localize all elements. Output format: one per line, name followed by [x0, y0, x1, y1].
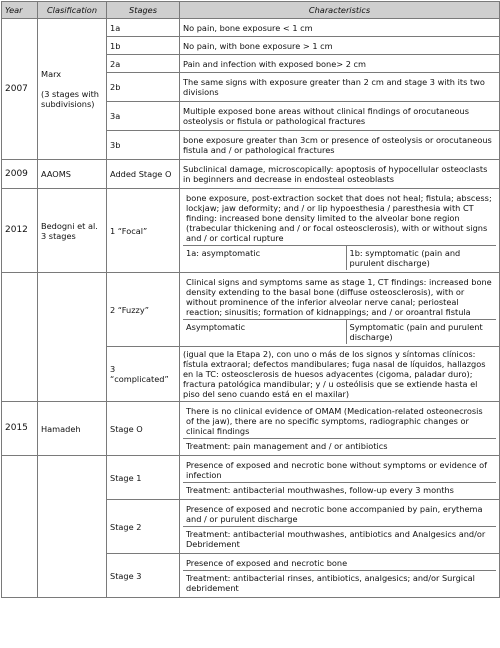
- header-classification: Clasification: [38, 2, 107, 19]
- characteristics-text: Presence of exposed and necrotic bone: [183, 556, 496, 571]
- classification-note: 3 stages: [41, 230, 76, 241]
- header-stages: Stages: [107, 2, 180, 19]
- stage-cell: Stage 2: [107, 500, 180, 554]
- classification-cell: Hamadeh: [38, 402, 107, 456]
- stage-cell: 1 “Focal”: [107, 189, 180, 273]
- sub-asymptomatic: 1a: asymptomatic: [183, 246, 346, 270]
- stage-cell: 1b: [107, 37, 180, 55]
- characteristics-cell: No pain, with bone exposure > 1 cm: [180, 37, 500, 55]
- stage-cell: 3a: [107, 102, 180, 131]
- classification-name: Bedogni et al.: [41, 220, 98, 231]
- table-row: [2, 189, 500, 273]
- stage-cell: 2 “Fuzzy”: [107, 273, 180, 347]
- stage-cell: Stage 3: [107, 554, 180, 598]
- stage-cell: Stage O: [107, 402, 180, 456]
- classification-table-container: [1, 1, 499, 647]
- treatment-text: Treatment: pain management and / or antibiotics: [186, 441, 388, 451]
- treatment-text: Treatment: antibacterial rinses, antibiotics, analgesics; and/or Surgical debridement: [186, 573, 475, 593]
- table-row: [2, 402, 500, 456]
- characteristics-cell: [180, 273, 500, 347]
- classification-table: [1, 1, 500, 598]
- header-row: [2, 2, 500, 19]
- stage-cell: 2a: [107, 55, 180, 73]
- stage-cell: Added Stage O: [107, 160, 180, 189]
- characteristics-text: Presence of exposed and necrotic bone without symptoms or evidence of infection: [183, 458, 496, 483]
- characteristics-cell: [180, 500, 500, 554]
- classification-cell: [38, 189, 107, 273]
- sub-symptomatic: 1b: symptomatic (pain and purulent discharge): [349, 248, 461, 268]
- classification-cell: [38, 19, 107, 160]
- table-row: [2, 19, 500, 37]
- year-cell: 2012: [2, 189, 38, 273]
- characteristics-cell: No pain, bone exposure < 1 cm: [180, 19, 500, 37]
- stage-cell: 3 “complicated”: [107, 347, 180, 402]
- table-row: [2, 160, 500, 189]
- sub-symptomatic: Symptomatic (pain and purulent discharge): [349, 322, 483, 342]
- characteristics-cell: [180, 456, 500, 500]
- table-row: [2, 456, 500, 500]
- empty-cell: [38, 456, 107, 598]
- table-row: [2, 273, 500, 347]
- characteristics-cell: Pain and infection with exposed bone> 2 cm: [180, 55, 500, 73]
- header-characteristics: Characteristics: [180, 2, 500, 19]
- characteristics-cell: Subclinical damage, microscopically: apoptosis of hypocellular osteoclasts in beginners and decrease in endosteal osteoblasts: [180, 160, 500, 189]
- empty-cell: [38, 273, 107, 402]
- characteristics-cell: Multiple exposed bone areas without clinical findings of orocutaneous osteolysis or fistula or pathological fractures: [180, 102, 500, 131]
- classification-name: Marx: [41, 69, 62, 79]
- year-cell: 2007: [2, 19, 38, 160]
- treatment-text: Treatment: antibacterial mouthwashes, follow-up every 3 months: [186, 485, 454, 495]
- sub-classification: [183, 246, 496, 270]
- characteristics-cell: [180, 189, 500, 273]
- characteristics-cell: [180, 554, 500, 598]
- characteristics-text: There is no clinical evidence of OMAM (Medication-related osteonecrosis of the jaw), there are no specific symptoms, radiographic changes or clinical findings: [183, 404, 496, 439]
- characteristics-text: Clinical signs and symptoms same as stage 1, CT findings: increased bone density extending to the basal bone (diffuse osteosclerosis), with or without prominence of the inferior alveolar nerve canal; periosteal reaction; sinusitis; formation of kidnappings; and / or oroantral fistula: [183, 275, 496, 320]
- empty-cell: [2, 456, 38, 598]
- stage-cell: 2b: [107, 73, 180, 102]
- characteristics-cell: [180, 402, 500, 456]
- year-cell: 2015: [2, 402, 38, 456]
- stage-cell: Stage 1: [107, 456, 180, 500]
- characteristics-text: bone exposure, post-extraction socket that does not heal; fistula; abscess; lockjaw; jaw deformity; and / or lip hypoesthesia / paresthesia with CT finding: increased bone density limited to the alveolar bone region (trabecular thickening and / or focal osteosclerosis), with or without signs and / or cortical rupture: [183, 191, 496, 246]
- characteristics-cell: The same signs with exposure greater than 2 cm and stage 3 with its two divisions: [180, 73, 500, 102]
- characteristics-text: Presence of exposed and necrotic bone accompanied by pain, erythema and / or purulent discharge: [183, 502, 496, 527]
- treatment-text: Treatment: antibacterial mouthwashes, antibiotics and Analgesics and/or Debridement: [186, 529, 486, 549]
- characteristics-cell: (igual que la Etapa 2), con uno o más de los signos y síntomas clínicos: fístula extraoral; defectos mandibulares; fuga nasal de líquidos, hallazgos en la TC: osteosclerosis de huesos adyacentes (cigoma, paladar duro); fractura patológica mandibular; y / u osteólisis que se extiende hasta el piso del seno cuando está en el maxilar): [180, 347, 500, 402]
- empty-cell: [2, 273, 38, 402]
- classification-cell: AAOMS: [38, 160, 107, 189]
- classification-note: (3 stages with subdivisions): [41, 89, 99, 109]
- sub-classification: [183, 320, 496, 344]
- sub-asymptomatic: Asymptomatic: [183, 320, 346, 344]
- stage-cell: 1a: [107, 19, 180, 37]
- year-cell: 2009: [2, 160, 38, 189]
- stage-cell: 3b: [107, 131, 180, 160]
- characteristics-cell: bone exposure greater than 3cm or presence of osteolysis or orocutaneous fistula and / or pathological fractures: [180, 131, 500, 160]
- header-year: Year: [2, 2, 38, 19]
